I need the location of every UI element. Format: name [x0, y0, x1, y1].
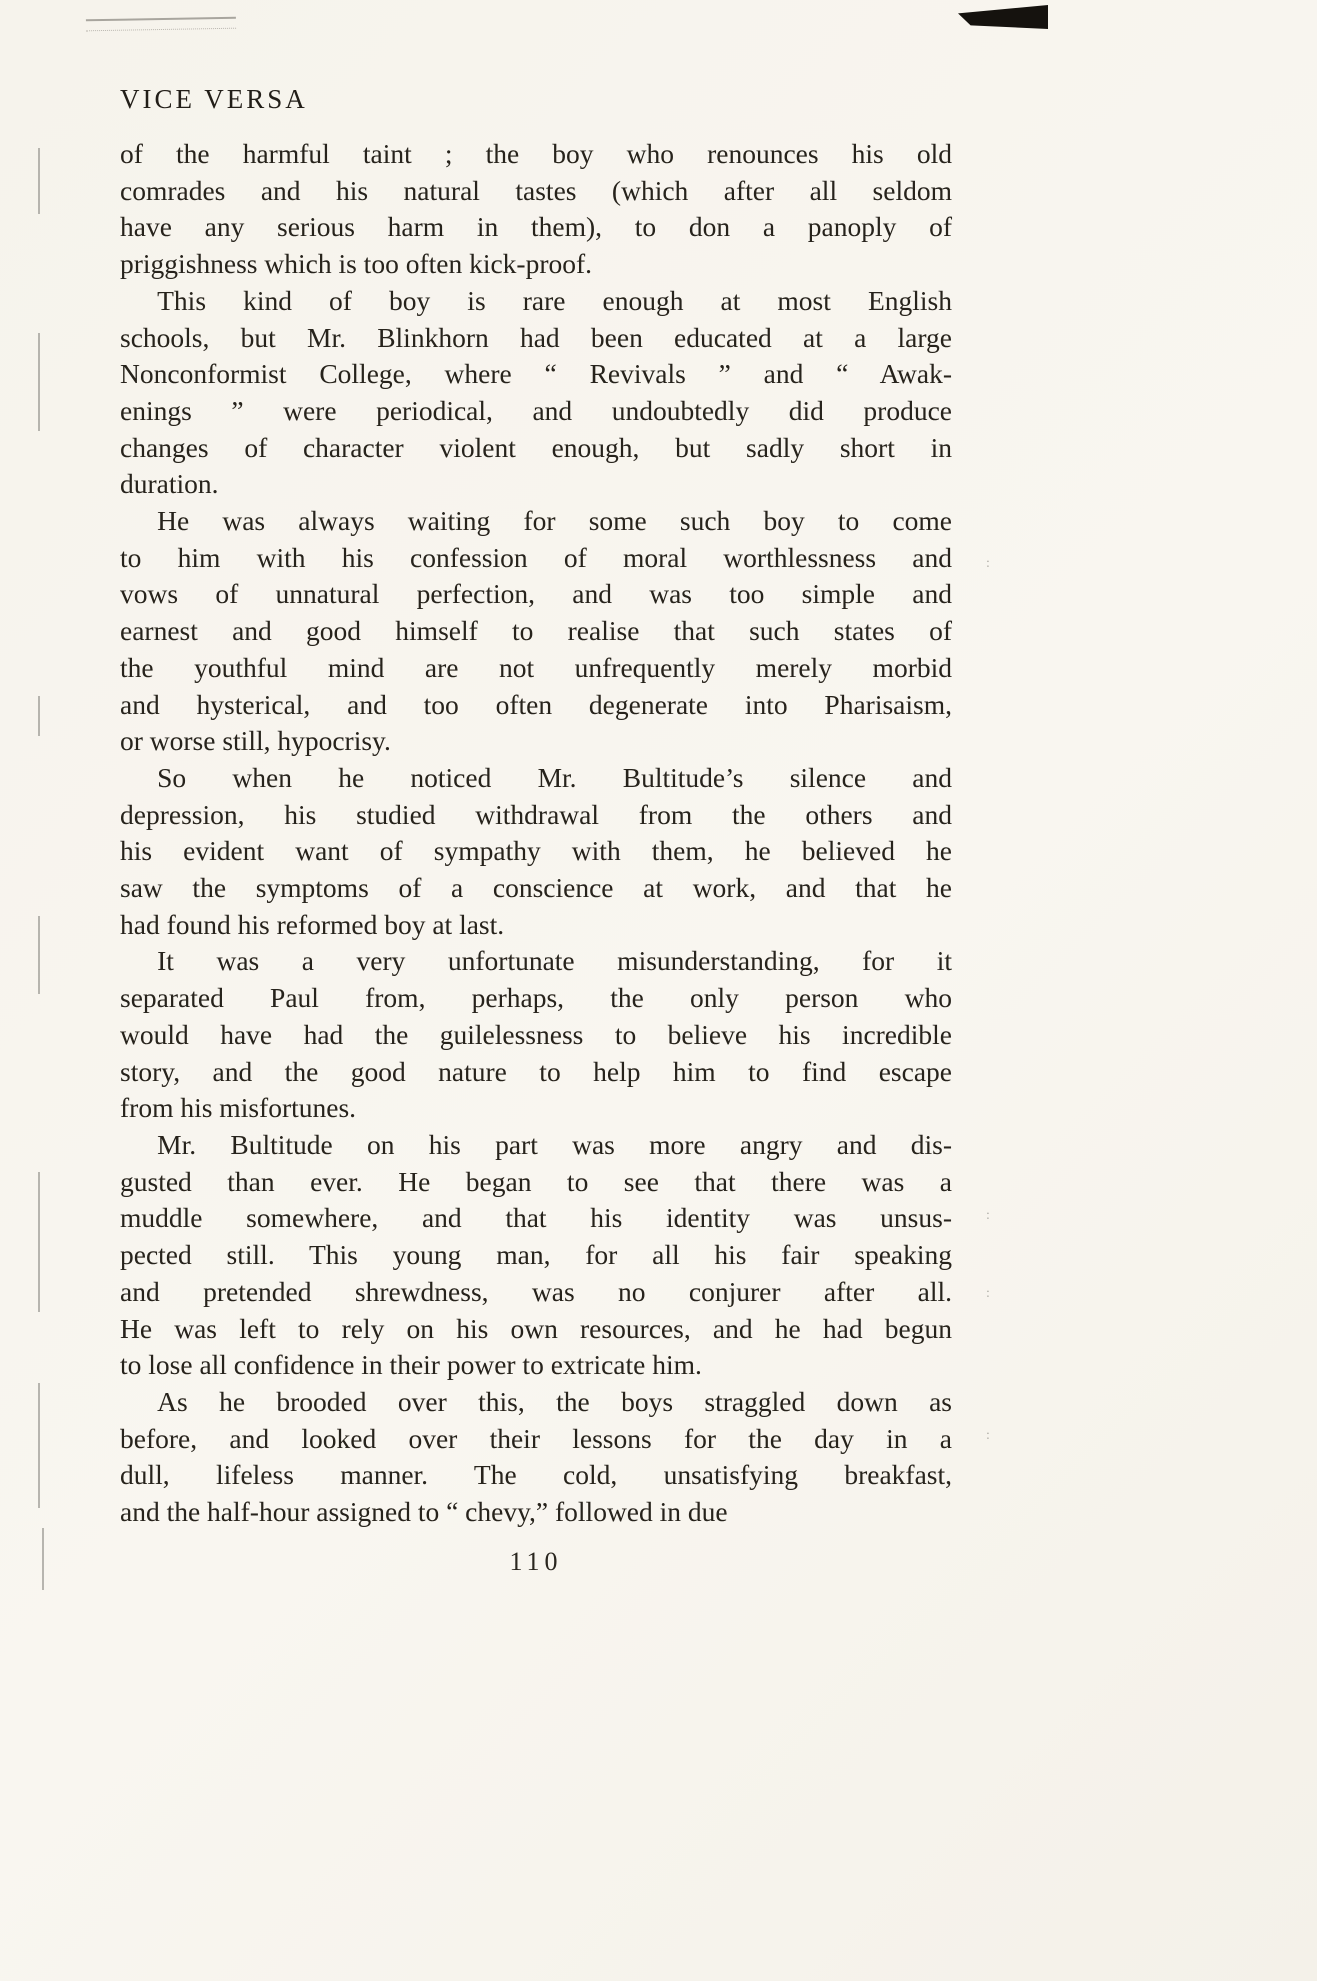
top-scratch-mark: [86, 17, 236, 32]
text-line: comrades and his natural tastes (which after all seldom: [120, 174, 952, 206]
text-line: story, and the good nature to help him to find escape: [120, 1055, 952, 1087]
text-line: and the half-hour assigned to “ chevy,” followed in due: [120, 1496, 728, 1528]
text-line: depression, his studied withdrawal from the others and: [120, 798, 952, 830]
text-line: from his misfortunes.: [120, 1092, 357, 1124]
text-line: and pretended shrewdness, was no conjurer after all.: [120, 1275, 952, 1307]
text-line: He was always waiting for some such boy to come: [157, 505, 952, 537]
margin-mark: [38, 1383, 40, 1508]
text-line: earnest and good himself to realise that such states of: [120, 615, 952, 647]
text-line: vows of unnatural perfection, and was too simple and: [120, 578, 952, 610]
page-number: 110: [509, 1546, 563, 1576]
text-line: saw the symptoms of a conscience at work, and that he: [120, 872, 952, 904]
margin-mark: [42, 1528, 44, 1590]
text-line: would have had the guilelessness to believe his incredible: [120, 1018, 952, 1050]
margin-dot-mark: :: [986, 556, 990, 571]
text-line: separated Paul from, perhaps, the only person who: [120, 982, 952, 1014]
corner-ink-mark: [958, 5, 1048, 29]
text-line: This kind of boy is rare enough at most English: [157, 284, 952, 316]
text-line: duration.: [120, 468, 219, 500]
text-line: It was a very unfortunate misunderstanding, for it: [157, 945, 952, 977]
margin-dot-mark: :: [986, 1286, 990, 1301]
text-line: changes of character violent enough, but sadly short in: [120, 431, 952, 463]
margin-mark: [38, 916, 40, 994]
text-line: before, and looked over their lessons for the day in a: [120, 1422, 952, 1454]
margin-mark: [38, 1172, 40, 1312]
text-line: his evident want of sympathy with them, he believed he: [120, 835, 952, 867]
text-line: of the harmful taint ; the boy who renounces his old: [120, 138, 952, 169]
text-line: priggishness which is too often kick-proof.: [120, 248, 593, 280]
text-line: Mr. Bultitude on his part was more angry and dis-: [157, 1128, 952, 1160]
text-line: to him with his confession of moral worthlessness and: [120, 541, 952, 573]
body-text: [120, 136, 952, 1531]
margin-mark: [38, 696, 40, 736]
margin-dot-mark: :: [986, 1428, 990, 1443]
text-line: pected still. This young man, for all his fair speaking: [120, 1239, 952, 1271]
text-line: to lose all confidence in their power to extricate him.: [120, 1349, 702, 1381]
margin-mark: [38, 333, 40, 431]
text-line: dull, lifeless manner. The cold, unsatisfying breakfast,: [120, 1459, 952, 1491]
text-column: [120, 84, 952, 1577]
running-title: VICE VERSA: [120, 84, 308, 114]
text-line: So when he noticed Mr. Bultitude’s silence and: [157, 761, 952, 793]
text-line: gusted than ever. He began to see that there was a: [120, 1165, 952, 1197]
text-line: the youthful mind are not unfrequently merely morbid: [120, 651, 952, 683]
text-line: He was left to rely on his own resources, and he had begun: [120, 1312, 952, 1344]
text-line: schools, but Mr. Blinkhorn had been educated at a large: [120, 321, 952, 353]
text-line: As he brooded over this, the boys straggled down as: [157, 1385, 952, 1417]
margin-dot-mark: :: [986, 1208, 990, 1223]
text-line: or worse still, hypocrisy.: [120, 725, 391, 757]
text-line: enings ” were periodical, and undoubtedly did produce: [120, 394, 952, 426]
text-line: and hysterical, and too often degenerate into Pharisaism,: [120, 688, 952, 720]
text-line: muddle somewhere, and that his identity was unsus-: [120, 1202, 952, 1234]
margin-mark: [38, 148, 40, 214]
text-line: had found his reformed boy at last.: [120, 908, 505, 940]
text-line: Nonconformist College, where “ Revivals ” and “ Awak-: [120, 358, 952, 390]
text-line: have any serious harm in them), to don a panoply of: [120, 211, 952, 243]
